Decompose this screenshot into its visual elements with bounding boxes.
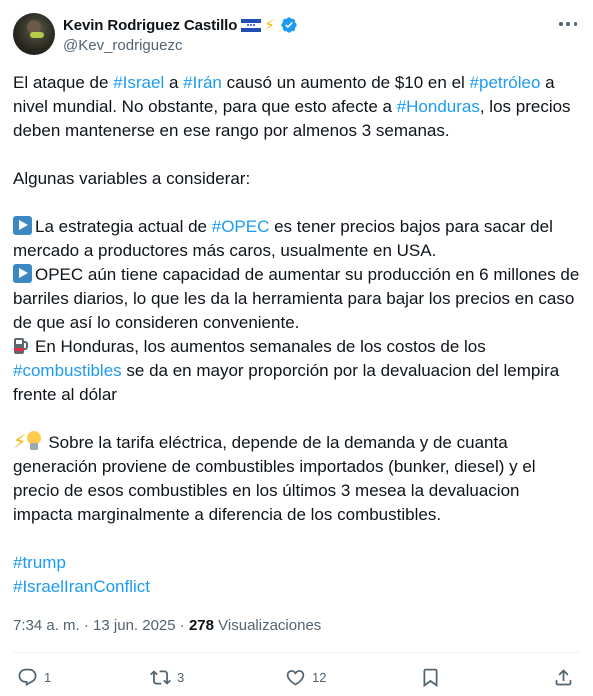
more-dot-icon xyxy=(566,22,570,26)
paragraph-electricity: ⚡ Sobre la tarifa eléctrica, depende de la demanda y de cuanta generación proviene de combustibles importados (bunker, diesel) y el precio de esos combustibles en los últimos 3 mesea la devaluacion impacta marginalmente a diferencia de los combustibles. xyxy=(13,432,536,524)
hashtag-israel-iran-conflict[interactable]: #IsraelIranConflict xyxy=(13,577,151,596)
reply-icon xyxy=(17,667,38,688)
bookmark-icon xyxy=(420,667,441,688)
heart-icon xyxy=(285,667,306,688)
bullet-honduras-fuel: En Honduras, los aumentos semanales de los costos de los #combustibles se da en mayor proporción por la devaluacion del lempira frente al dólar xyxy=(13,337,560,404)
paragraph-intro: El ataque de #Israel a #Irán causó un aumento de $10 en el #petróleo a nivel mundial. No obstante, para que esto afecte a #Honduras, los precios deben mantenerse en ese rango por almenos 3 semanas. xyxy=(13,73,571,140)
honduras-flag-icon xyxy=(241,19,261,32)
avatar-highlight xyxy=(30,32,44,38)
hashtag-line-conflict xyxy=(13,575,583,599)
like-count: 12 xyxy=(312,669,327,685)
reply-button[interactable] xyxy=(17,664,51,690)
views-label: Visualizaciones xyxy=(214,617,322,634)
action-bar xyxy=(13,664,580,690)
fuel-pump-icon xyxy=(13,336,29,355)
bookmark-button[interactable] xyxy=(420,664,441,690)
more-dot-icon xyxy=(574,22,578,26)
tweet-text xyxy=(13,71,583,599)
play-button-icon xyxy=(13,264,32,283)
hashtag-trump[interactable]: #trump xyxy=(13,553,66,572)
hashtag-honduras[interactable]: #Honduras xyxy=(396,97,480,116)
hashtag-opec[interactable]: #OPEC xyxy=(211,217,270,236)
hashtag-combustibles[interactable]: #combustibles xyxy=(13,361,122,380)
avatar[interactable] xyxy=(13,13,55,55)
divider xyxy=(13,652,580,653)
high-voltage-icon: ⚡ xyxy=(13,432,27,453)
play-button-icon xyxy=(13,216,32,235)
verified-badge-icon xyxy=(280,16,298,34)
views-count: 278 xyxy=(188,617,214,634)
like-button[interactable] xyxy=(285,664,326,690)
more-dot-icon xyxy=(559,22,563,26)
hashtag-line-trump xyxy=(13,551,583,575)
handle[interactable]: @Kev_rodriguezc xyxy=(63,37,183,54)
retweet-button[interactable] xyxy=(150,664,184,690)
tweet-time[interactable]: 7:34 a. m. xyxy=(13,617,80,634)
reply-count: 1 xyxy=(44,669,52,685)
tweet-date[interactable]: 13 jun. 2025 xyxy=(93,617,176,634)
hashtag-iran[interactable]: #Irán xyxy=(183,73,222,92)
share-icon xyxy=(553,667,574,688)
retweet-icon xyxy=(150,667,171,688)
tweet-meta: 7:34 a. m. · 13 jun. 2025 · 278 Visualizaciones xyxy=(13,617,322,634)
hashtag-israel[interactable]: #Israel xyxy=(113,73,165,92)
retweet-count: 3 xyxy=(177,669,185,685)
display-name[interactable]: Kevin Rodriguez Castillo xyxy=(63,16,238,34)
name-row xyxy=(63,15,298,35)
share-button[interactable] xyxy=(553,664,574,690)
paragraph-variables: Algunas variables a considerar: xyxy=(13,169,251,188)
more-options-button[interactable] xyxy=(557,17,579,31)
bullet-opec-capacity: OPEC aún tiene capacidad de aumentar su producción en 6 millones de barriles diarios, lo que les da la herramienta para bajar los precios en caso de que así lo consideren conveniente. xyxy=(13,265,580,332)
hashtag-petroleo[interactable]: #petróleo xyxy=(469,73,541,92)
bullet-opec-strategy: La estrategia actual de #OPEC es tener precios bajos para sacar del mercado a productores más caros, usualmente en USA. xyxy=(13,217,553,260)
light-bulb-icon xyxy=(26,431,42,451)
tweet-header xyxy=(13,13,579,57)
high-voltage-icon: ⚡ xyxy=(264,16,275,34)
